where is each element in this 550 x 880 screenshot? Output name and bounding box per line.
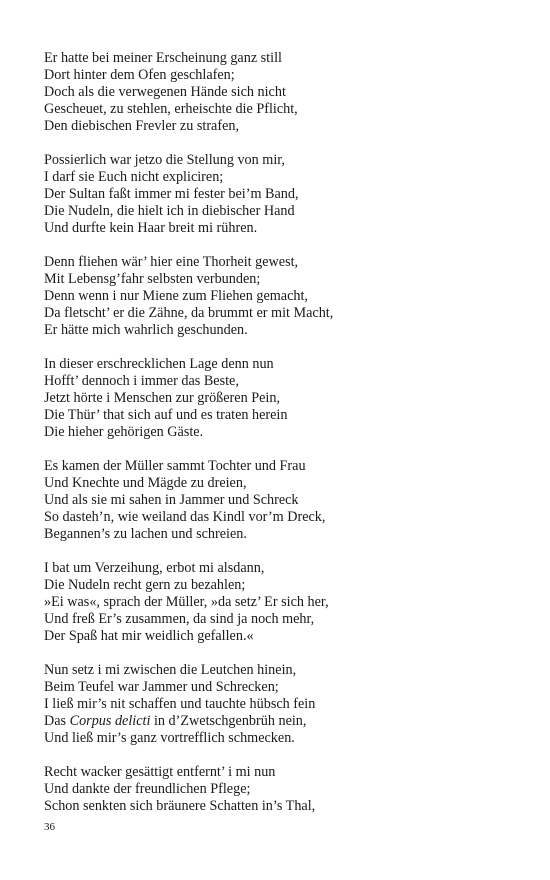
verse-line: I ließ mir’s nit schaffen und tauchte hübsch fein bbox=[44, 696, 316, 712]
verse-text: in d’Zwetschgenbrüh nein, bbox=[150, 713, 307, 729]
verse-line: Und Knechte und Mägde zu dreien, bbox=[44, 475, 247, 491]
stanza bbox=[44, 356, 514, 441]
stanza bbox=[44, 152, 514, 237]
verse-line: Da fletscht’ er die Zähne, da brummt er mit Macht, bbox=[44, 305, 334, 321]
verse-line: Gescheuet, zu stehlen, erheischte die Pflicht, bbox=[44, 101, 298, 117]
verse-line: Und ließ mir’s ganz vortrefflich schmecken. bbox=[44, 730, 295, 746]
verse-line: Begannen’s zu lachen und schreien. bbox=[44, 526, 247, 542]
poem-body bbox=[44, 50, 514, 832]
verse-line: Recht wacker gesättigt entfernt’ i mi nun bbox=[44, 764, 276, 780]
verse-line: Die Thür’ that sich auf und es traten herein bbox=[44, 407, 288, 423]
stanza bbox=[44, 662, 514, 747]
verse-line: Und durfte kein Haar breit mi rühren. bbox=[44, 220, 258, 236]
verse-line: Dort hinter dem Ofen geschlafen; bbox=[44, 67, 235, 83]
verse-line: Nun setz i mi zwischen die Leutchen hinein, bbox=[44, 662, 297, 678]
verse-line: Und als sie mi sahen in Jammer und Schreck bbox=[44, 492, 299, 508]
verse-line: Denn wenn i nur Miene zum Fliehen gemacht, bbox=[44, 288, 308, 304]
verse-line: Hofft’ dennoch i immer das Beste, bbox=[44, 373, 239, 389]
verse-line: Die Nudeln recht gern zu bezahlen; bbox=[44, 577, 246, 593]
stanza bbox=[44, 560, 514, 645]
stanza bbox=[44, 50, 514, 135]
verse-line: I darf sie Euch nicht expliciren; bbox=[44, 169, 224, 185]
verse-line: Possierlich war jetzo die Stellung von mir, bbox=[44, 152, 285, 168]
verse-line: Der Spaß hat mir weidlich gefallen.« bbox=[44, 628, 254, 644]
verse-line: Schon senkten sich bräunere Schatten in’s Thal, bbox=[44, 798, 316, 814]
verse-line: »Ei was«, sprach der Müller, »da setz’ Er sich her, bbox=[44, 594, 329, 610]
italic-phrase: Corpus delicti bbox=[69, 713, 151, 729]
stanza bbox=[44, 254, 514, 339]
page-number: 36 bbox=[44, 821, 55, 833]
stanza bbox=[44, 458, 514, 543]
verse-line: So dasteh’n, wie weiland das Kindl vor’m Dreck, bbox=[44, 509, 326, 525]
verse-line: In dieser erschrecklichen Lage denn nun bbox=[44, 356, 274, 372]
verse-line: Doch als die verwegenen Hände sich nicht bbox=[44, 84, 286, 100]
verse-line: Er hätte mich wahrlich geschunden. bbox=[44, 322, 248, 338]
verse-line: Die Nudeln, die hielt ich in diebischer Hand bbox=[44, 203, 295, 219]
stanza bbox=[44, 764, 514, 815]
verse-line: Den diebischen Frevler zu strafen, bbox=[44, 118, 240, 134]
verse-text: Das bbox=[44, 713, 70, 729]
verse-line: Er hatte bei meiner Erscheinung ganz still bbox=[44, 50, 282, 66]
verse-line: Es kamen der Müller sammt Tochter und Frau bbox=[44, 458, 306, 474]
verse-line: Jetzt hörte i Menschen zur größeren Pein, bbox=[44, 390, 280, 406]
verse-line: Der Sultan faßt immer mi fester bei’m Band, bbox=[44, 186, 299, 202]
verse-line: Die hieher gehörigen Gäste. bbox=[44, 424, 204, 440]
verse-line: Denn fliehen wär’ hier eine Thorheit gewest, bbox=[44, 254, 299, 270]
verse-line: Und dankte der freundlichen Pflege; bbox=[44, 781, 251, 797]
verse-line: Beim Teufel war Jammer und Schrecken; bbox=[44, 679, 279, 695]
verse-line: Mit Lebensg’fahr selbsten verbunden; bbox=[44, 271, 261, 287]
verse-line: Und freß Er’s zusammen, da sind ja noch mehr, bbox=[44, 611, 315, 627]
verse-line: I bat um Verzeihung, erbot mi alsdann, bbox=[44, 560, 265, 576]
verse-line-with-italic bbox=[44, 713, 514, 730]
